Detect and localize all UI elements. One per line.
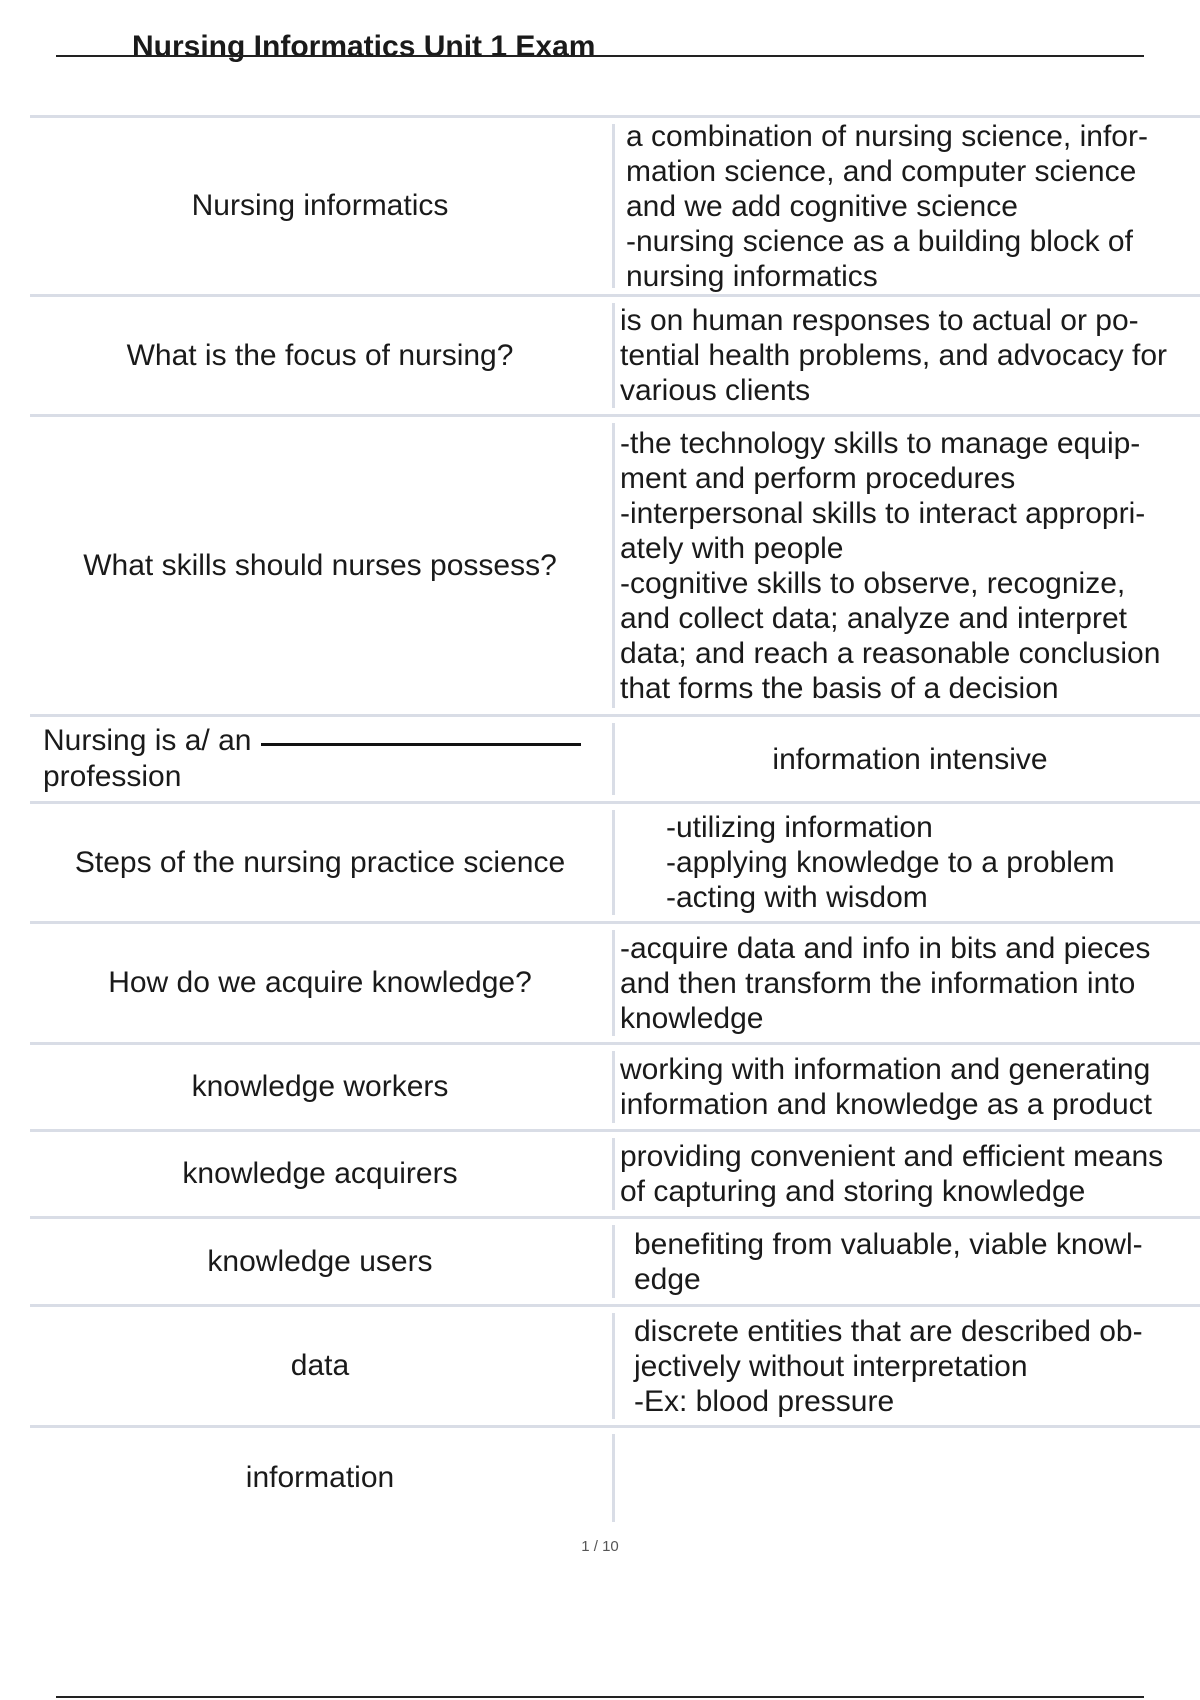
definition-cell: -utilizing information -applying knowledge to a problem -acting with wisdom: [666, 811, 1115, 914]
definition-cell: discrete entities that are described ob- jectively without interpretation -Ex: blood pressure: [634, 1314, 1143, 1418]
term-cell: knowledge users: [207, 1244, 433, 1278]
column-divider: [612, 1138, 615, 1210]
table-row: [30, 1042, 1200, 1129]
term-fill-in-text: Nursing is a/ an: [43, 724, 252, 757]
definition-cell: benefiting from valuable, viable knowl- edge: [634, 1227, 1143, 1296]
title-rule: [56, 55, 1144, 57]
table-row: [30, 294, 1200, 414]
definition-cell: information intensive: [772, 742, 1048, 776]
column-divider: [612, 124, 615, 288]
table-row: [30, 414, 1200, 714]
table-row: [30, 115, 1200, 294]
term-cell: Steps of the nursing practice science: [74, 845, 566, 879]
definition-cell: [620, 1428, 1200, 1528]
definition-cell: -acquire data and info in bits and pieces and then transform the information into knowledge: [620, 931, 1151, 1035]
table-row: [30, 1304, 1200, 1425]
term-cell: Nursing informatics: [191, 189, 449, 222]
definition-cell: -the technology skills to manage equip- ment and perform procedures -interpersonal skills to interact appropri- ately with people -cognitive skills to observe, recognize, and collect data; analyze and interpret data; and reach a reasonable conclusion that forms the basis of a decision: [620, 426, 1161, 705]
document-title: Nursing Informatics Unit 1 Exam: [132, 30, 596, 63]
term-cell: What skills should nurses possess?: [83, 548, 557, 582]
column-divider: [612, 1051, 615, 1123]
table-row: [30, 714, 1200, 801]
column-divider: [612, 723, 615, 795]
term-cell: data: [290, 1349, 350, 1382]
table-row: [30, 1425, 1200, 1528]
definition-cell: providing convenient and efficient means of capturing and storing knowledge: [620, 1140, 1164, 1208]
term-cell: [30, 717, 623, 801]
term-cell: knowledge acquirers: [182, 1157, 458, 1190]
table-row: [30, 1216, 1200, 1304]
fill-in-blank-line: [261, 743, 581, 746]
column-divider: [612, 423, 615, 708]
page-indicator: 1 / 10: [581, 1538, 619, 1555]
term-cell: What is the focus of nursing?: [126, 338, 514, 372]
term-cell: How do we acquire knowledge?: [108, 966, 532, 999]
definition-cell: is on human responses to actual or po- tential health problems, and advocacy for various clients: [620, 304, 1167, 407]
term-fill-in-text-end: profession: [43, 760, 182, 793]
column-divider: [612, 303, 615, 408]
definition-cell: working with information and generating information and knowledge as a product: [620, 1053, 1153, 1121]
definition-cell: a combination of nursing science, infor- mation science, and computer science and we add cognitive science -nursing science as a building block of nursing informatics: [626, 119, 1148, 293]
column-divider: [612, 810, 615, 915]
bottom-rule: [56, 1696, 1144, 1698]
term-cell: information: [245, 1461, 395, 1494]
table-row: [30, 1129, 1200, 1216]
term-cell: knowledge workers: [191, 1070, 449, 1103]
table-row: [30, 921, 1200, 1042]
table-row: [30, 801, 1200, 921]
flashcard-table: [30, 115, 1200, 1528]
column-divider: [612, 1434, 615, 1522]
column-divider: [612, 1225, 615, 1298]
column-divider: [612, 930, 615, 1036]
column-divider: [612, 1313, 615, 1419]
